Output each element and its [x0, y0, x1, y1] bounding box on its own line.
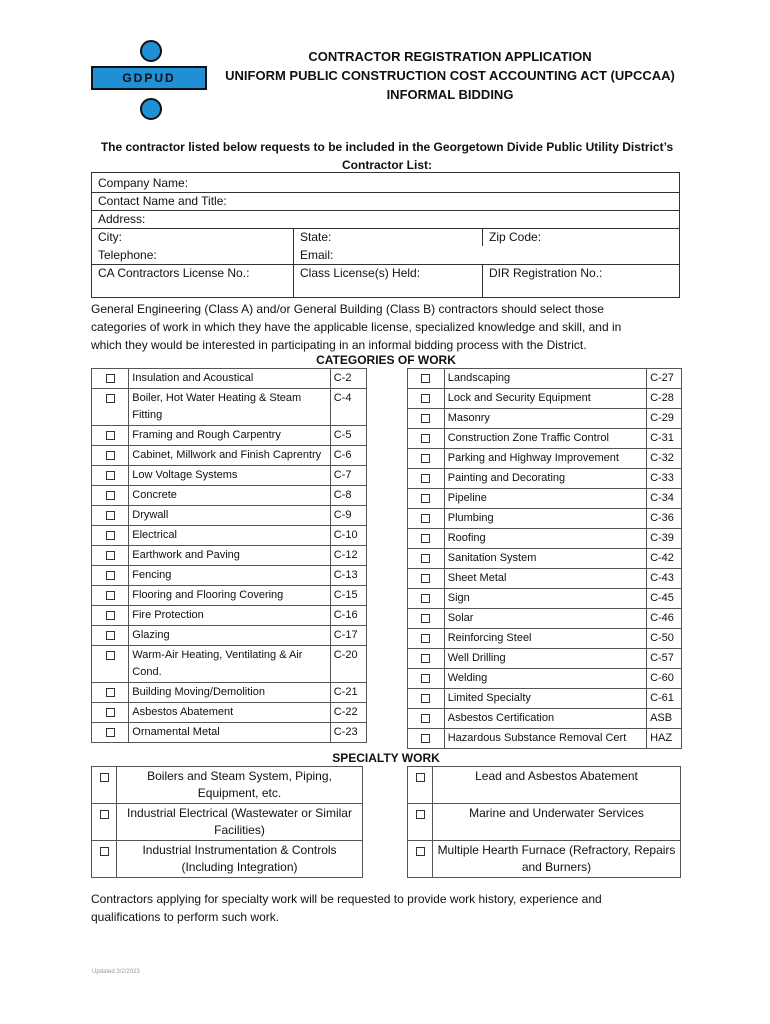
specialty-name: Multiple Hearth Furnace (Refractory, Repairs and Burners): [433, 841, 681, 878]
category-name: Ornamental Metal: [129, 723, 330, 743]
email-field[interactable]: Email:: [300, 248, 334, 262]
specialty-row: [408, 767, 681, 804]
specialty-note: [91, 890, 681, 926]
logo-bottom-circle: [140, 98, 162, 120]
category-name: Welding: [444, 669, 646, 689]
category-code: C-20: [330, 646, 366, 683]
category-checkbox[interactable]: [408, 549, 445, 569]
category-code: C-22: [330, 703, 366, 723]
category-row: [408, 629, 682, 649]
category-code: C-28: [647, 389, 682, 409]
category-code: C-21: [330, 683, 366, 703]
categories-heading: CATEGORIES OF WORK: [316, 353, 456, 367]
category-row: [92, 526, 367, 546]
logo-top-circle: [140, 40, 162, 62]
category-name: Low Voltage Systems: [129, 466, 330, 486]
category-checkbox[interactable]: [92, 389, 129, 426]
address-field[interactable]: Address:: [98, 212, 146, 226]
category-checkbox[interactable]: [92, 606, 129, 626]
state-field[interactable]: State:: [300, 230, 332, 244]
specialty-name: Lead and Asbestos Abatement: [433, 767, 681, 804]
category-name: Landscaping: [444, 369, 646, 389]
general-note-line-1: General Engineering (Class A) and/or General Building (Class B) contractors should select those: [91, 302, 604, 316]
category-row: [92, 646, 367, 683]
category-row: [408, 709, 682, 729]
category-row: [408, 649, 682, 669]
category-code: C-50: [647, 629, 682, 649]
category-code: C-15: [330, 586, 366, 606]
category-name: Pipeline: [444, 489, 646, 509]
category-code: C-2: [330, 369, 366, 389]
category-name: Masonry: [444, 409, 646, 429]
category-code: C-7: [330, 466, 366, 486]
category-code: C-23: [330, 723, 366, 743]
category-name: Lock and Security Equipment: [444, 389, 646, 409]
category-row: [408, 449, 682, 469]
dir-registration-field[interactable]: DIR Registration No.:: [489, 266, 603, 280]
category-name: Flooring and Flooring Covering: [129, 586, 330, 606]
category-name: Sheet Metal: [444, 569, 646, 589]
category-code: C-60: [647, 669, 682, 689]
general-note: [91, 300, 681, 354]
license-number-field[interactable]: CA Contractors License No.:: [98, 266, 250, 280]
category-row: [408, 509, 682, 529]
category-checkbox[interactable]: [92, 626, 129, 646]
category-row: [408, 429, 682, 449]
specialty-name: Industrial Instrumentation & Controls (Including Integration): [117, 841, 363, 878]
category-checkbox[interactable]: [408, 409, 445, 429]
category-checkbox[interactable]: [408, 589, 445, 609]
page-subtitle: UNIFORM PUBLIC CONSTRUCTION COST ACCOUNTING ACT (UPCCAA): [225, 68, 675, 83]
specialty-row: [408, 804, 681, 841]
category-code: C-39: [647, 529, 682, 549]
category-row: [408, 609, 682, 629]
category-row: [408, 389, 682, 409]
category-code: C-12: [330, 546, 366, 566]
category-name: Earthwork and Paving: [129, 546, 330, 566]
specialty-checkbox[interactable]: [408, 841, 433, 878]
category-row: [92, 389, 367, 426]
category-code: C-13: [330, 566, 366, 586]
telephone-field[interactable]: Telephone:: [98, 248, 157, 262]
specialty-right-table: [407, 766, 681, 878]
category-checkbox[interactable]: [408, 729, 445, 749]
category-name: Roofing: [444, 529, 646, 549]
category-name: Solar: [444, 609, 646, 629]
category-name: Building Moving/Demolition: [129, 683, 330, 703]
logo: [91, 66, 207, 90]
specialty-checkbox[interactable]: [92, 841, 117, 878]
specialty-row: [408, 841, 681, 878]
category-code: C-33: [647, 469, 682, 489]
category-name: Drywall: [129, 506, 330, 526]
intro-line-1: The contractor listed below requests to be included in the Georgetown Divide Public Utility District’s: [100, 140, 674, 154]
specialty-row: [92, 841, 363, 878]
category-checkbox[interactable]: [92, 426, 129, 446]
updated-date: Updated 3/2/2023: [92, 969, 140, 975]
page-subtitle-2: INFORMAL BIDDING: [386, 87, 514, 102]
zip-code-field[interactable]: Zip Code:: [489, 230, 542, 244]
category-code: C-17: [330, 626, 366, 646]
category-code: C-16: [330, 606, 366, 626]
specialty-note-line-2: qualifications to perform such work.: [91, 910, 280, 924]
category-checkbox[interactable]: [92, 703, 129, 723]
category-checkbox[interactable]: [408, 429, 445, 449]
category-checkbox[interactable]: [92, 486, 129, 506]
category-row: [92, 566, 367, 586]
specialty-checkbox[interactable]: [408, 767, 433, 804]
specialty-checkbox[interactable]: [92, 804, 117, 841]
category-checkbox[interactable]: [408, 629, 445, 649]
category-name: Construction Zone Traffic Control: [444, 429, 646, 449]
city-field[interactable]: City:: [98, 230, 122, 244]
category-name: Painting and Decorating: [444, 469, 646, 489]
category-checkbox[interactable]: [92, 446, 129, 466]
category-checkbox[interactable]: [92, 506, 129, 526]
category-row: [92, 506, 367, 526]
class-license-field[interactable]: Class License(s) Held:: [300, 266, 421, 280]
category-row: [408, 669, 682, 689]
category-name: Asbestos Certification: [444, 709, 646, 729]
category-checkbox[interactable]: [92, 546, 129, 566]
category-name: Electrical: [129, 526, 330, 546]
contractor-info-form: [91, 172, 680, 298]
category-row: [408, 569, 682, 589]
category-code: C-29: [647, 409, 682, 429]
categories-left-table: [91, 368, 367, 743]
category-row: [92, 486, 367, 506]
category-checkbox[interactable]: [92, 566, 129, 586]
category-checkbox[interactable]: [92, 586, 129, 606]
category-row: [408, 369, 682, 389]
category-code: HAZ: [647, 729, 682, 749]
category-checkbox[interactable]: [408, 609, 445, 629]
specialty-row: [92, 804, 363, 841]
category-name: Concrete: [129, 486, 330, 506]
specialty-name: Industrial Electrical (Wastewater or Similar Facilities): [117, 804, 363, 841]
category-checkbox[interactable]: [92, 683, 129, 703]
category-checkbox[interactable]: [408, 689, 445, 709]
category-name: Plumbing: [444, 509, 646, 529]
category-code: C-46: [647, 609, 682, 629]
category-row: [408, 689, 682, 709]
category-checkbox[interactable]: [408, 389, 445, 409]
category-row: [408, 489, 682, 509]
category-name: Limited Specialty: [444, 689, 646, 709]
intro-line-2: Contractor List:: [342, 158, 432, 172]
category-row: [92, 683, 367, 703]
category-checkbox[interactable]: [408, 489, 445, 509]
category-name: Fencing: [129, 566, 330, 586]
specialty-checkbox[interactable]: [408, 804, 433, 841]
category-name: Sanitation System: [444, 549, 646, 569]
category-code: C-5: [330, 426, 366, 446]
specialty-name: Marine and Underwater Services: [433, 804, 681, 841]
category-name: Glazing: [129, 626, 330, 646]
category-row: [92, 703, 367, 723]
category-row: [92, 466, 367, 486]
category-checkbox[interactable]: [408, 369, 445, 389]
category-row: [408, 729, 682, 749]
specialty-heading: SPECIALTY WORK: [332, 751, 440, 765]
category-code: C-34: [647, 489, 682, 509]
category-name: Fire Protection: [129, 606, 330, 626]
category-row: [92, 723, 367, 743]
category-row: [92, 606, 367, 626]
intro-text: [92, 138, 682, 174]
category-checkbox[interactable]: [92, 526, 129, 546]
category-code: C-6: [330, 446, 366, 466]
category-code: C-4: [330, 389, 366, 426]
category-name: Parking and Highway Improvement: [444, 449, 646, 469]
category-code: C-61: [647, 689, 682, 709]
contact-name-field[interactable]: Contact Name and Title:: [98, 194, 227, 208]
category-checkbox[interactable]: [408, 649, 445, 669]
category-row: [92, 546, 367, 566]
company-name-field[interactable]: Company Name:: [98, 176, 189, 190]
category-name: Warm-Air Heating, Ventilating & Air Cond.: [129, 646, 330, 683]
category-row: [92, 586, 367, 606]
category-code: C-10: [330, 526, 366, 546]
category-name: Asbestos Abatement: [129, 703, 330, 723]
category-name: Hazardous Substance Removal Cert: [444, 729, 646, 749]
category-checkbox[interactable]: [92, 466, 129, 486]
category-row: [92, 426, 367, 446]
category-row: [408, 409, 682, 429]
category-row: [92, 369, 367, 389]
category-code: C-36: [647, 509, 682, 529]
category-code: C-32: [647, 449, 682, 469]
category-name: Insulation and Acoustical: [129, 369, 330, 389]
category-code: C-8: [330, 486, 366, 506]
category-code: C-45: [647, 589, 682, 609]
category-row: [408, 589, 682, 609]
category-checkbox[interactable]: [408, 569, 445, 589]
category-row: [92, 626, 367, 646]
category-checkbox[interactable]: [92, 369, 129, 389]
category-code: C-31: [647, 429, 682, 449]
category-checkbox[interactable]: [408, 529, 445, 549]
specialty-name: Boilers and Steam System, Piping, Equipment, etc.: [117, 767, 363, 804]
category-code: C-9: [330, 506, 366, 526]
category-row: [408, 469, 682, 489]
category-code: C-57: [647, 649, 682, 669]
category-checkbox[interactable]: [92, 646, 129, 683]
category-code: C-42: [647, 549, 682, 569]
page-title: CONTRACTOR REGISTRATION APPLICATION: [308, 49, 592, 64]
category-row: [408, 549, 682, 569]
logo-text: GDPUD: [122, 71, 176, 85]
category-name: Framing and Rough Carpentry: [129, 426, 330, 446]
specialty-row: [92, 767, 363, 804]
category-name: Reinforcing Steel: [444, 629, 646, 649]
category-checkbox[interactable]: [408, 449, 445, 469]
category-checkbox[interactable]: [92, 723, 129, 743]
specialty-note-line-1: Contractors applying for specialty work will be requested to provide work history, experience and: [91, 892, 602, 906]
category-name: Sign: [444, 589, 646, 609]
general-note-line-2: categories of work in which they have the applicable license, specialized knowledge and skill, and in: [91, 320, 622, 334]
category-checkbox[interactable]: [408, 709, 445, 729]
category-checkbox[interactable]: [408, 509, 445, 529]
specialty-checkbox[interactable]: [92, 767, 117, 804]
category-row: [92, 446, 367, 466]
categories-right-table: [407, 368, 682, 749]
category-name: Boiler, Hot Water Heating & Steam Fitting: [129, 389, 330, 426]
category-checkbox[interactable]: [408, 669, 445, 689]
specialty-left-table: [91, 766, 363, 878]
category-name: Well Drilling: [444, 649, 646, 669]
category-row: [408, 529, 682, 549]
category-code: ASB: [647, 709, 682, 729]
category-name: Cabinet, Millwork and Finish Caprentry: [129, 446, 330, 466]
general-note-line-3: which they would be interested in participating in an informal bidding process with the District.: [91, 338, 587, 352]
category-code: C-27: [647, 369, 682, 389]
category-checkbox[interactable]: [408, 469, 445, 489]
category-code: C-43: [647, 569, 682, 589]
